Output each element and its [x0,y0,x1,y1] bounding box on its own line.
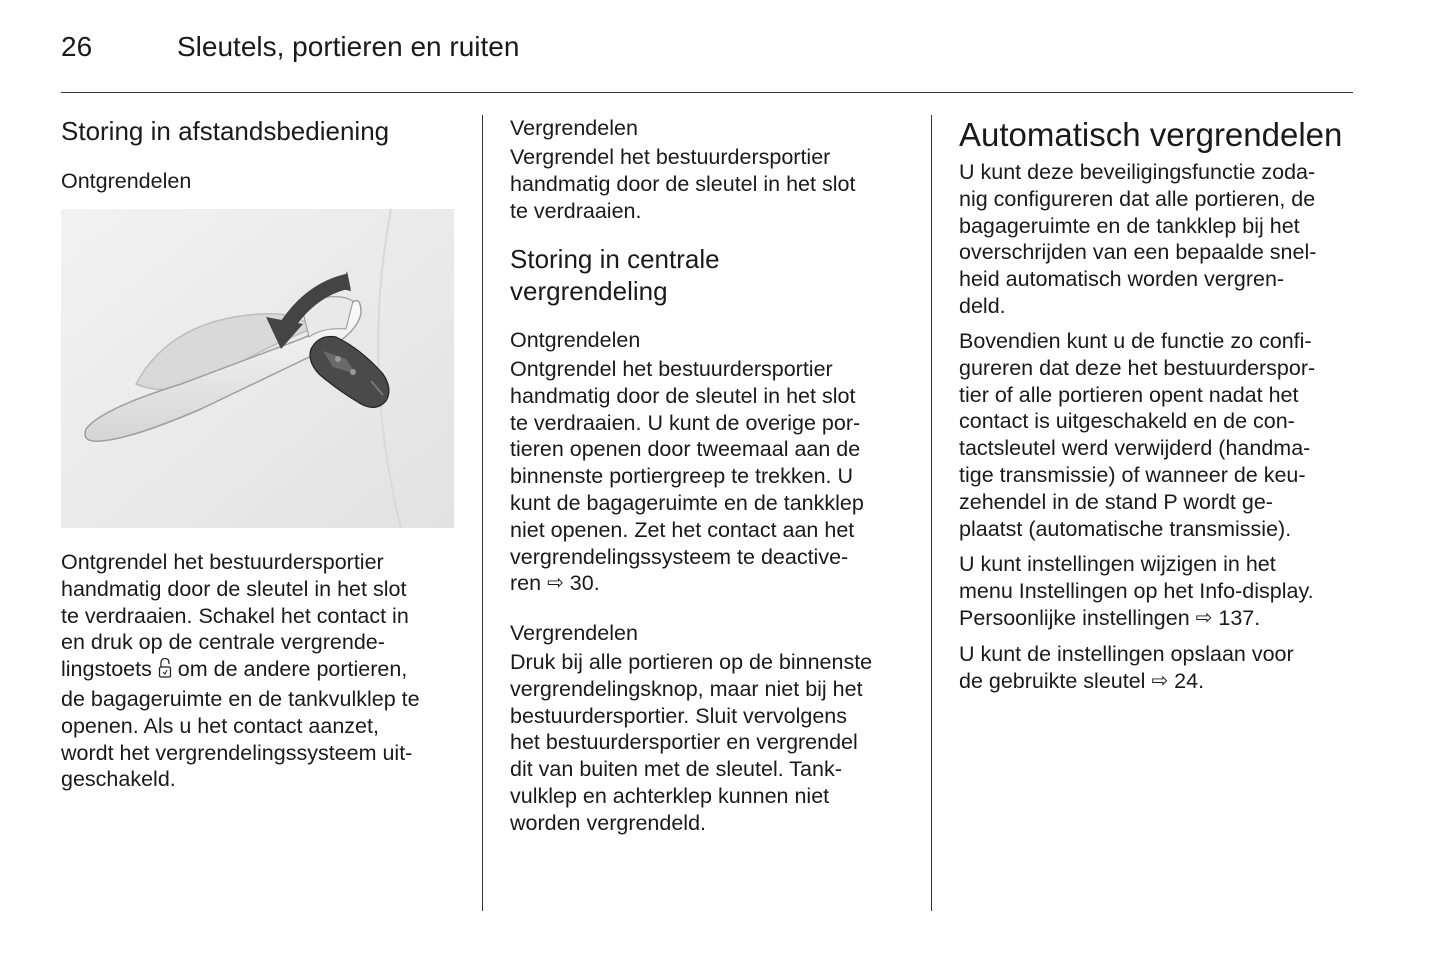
text-line: geschakeld. [61,767,176,792]
text-fragment: de gebruikte sleutel [959,668,1152,693]
text-line: U kunt deze beveiligingsfunctie zoda- [959,160,1316,184]
text-line: wordt het vergrendelingssysteem uit- [61,740,413,765]
text-line: vergrendelingssysteem te deactive- [510,544,849,569]
subheading-unlock: Ontgrendelen [61,169,192,193]
text-line: bestuurdersportier. Sluit vervolgens [510,703,848,728]
paragraph-unlock-remote [61,549,420,793]
text-line: menu Instellingen op het Info-display. [959,578,1314,603]
page-number: 26 [61,31,93,62]
text-line: vergrendelingsknop, maar niet bij het [510,676,863,701]
text-line: Vergrendel het bestuurdersportier [510,145,831,169]
text-line: contact is uitgeschakeld en de con- [959,409,1295,434]
text-fragment: lingstoets [61,657,152,682]
paragraph-lock-central [510,649,872,837]
text-line: te verdraaien. U kunt de overige por- [510,410,861,435]
text-fragment: om de andere portieren, [171,657,408,682]
text-line: gureren dat deze het bestuurderspor- [959,355,1316,380]
text-line: U kunt de instellingen opslaan voor [959,642,1294,666]
text-line: de bagageruimte en de tankvulklep te [61,686,420,711]
text-line: Ontgrendel het bestuurdersportier [510,357,833,381]
door-handle-figure [61,209,454,528]
central-lock-icon [158,657,172,686]
text-line: handmatig door de sleutel in het slot [510,171,856,196]
subheading-lock: Vergrendelen [510,116,638,140]
text-line: vulklep en achterklep kunnen niet [510,783,830,808]
text-line: te verdraaien. Schakel het contact in [61,603,409,628]
subheading-lock: Vergrendelen [510,621,638,645]
page-reference[interactable]: 24. [1168,668,1205,693]
text-line: worden vergrendeld. [510,810,707,835]
text-line: heid automatisch worden vergren- [959,267,1285,292]
text-line: plaatst (automatische transmissie). [959,516,1292,541]
text-line [959,668,1294,696]
text-line: en druk op de centrale vergrende- [61,630,385,655]
text-line: zehendel in de stand P wordt ge- [959,489,1273,514]
text-line: nig configureren dat alle portieren, de [959,186,1316,211]
text-line [510,570,864,598]
page-reference-arrow-icon: ⇨ [547,572,564,595]
section-title-central-lock-failure-line2: vergrendeling [510,276,668,306]
text-line: tige transmissie) of wanneer de keu- [959,462,1306,487]
text-line: handmatig door de sleutel in het slot [61,576,407,601]
text-line: Bovendien kunt u de functie zo confi- [959,329,1312,353]
text-line: het bestuurdersportier en vergrendel [510,730,858,755]
paragraph-auto-unlock [959,328,1315,542]
page-reference-arrow-icon: ⇨ [1151,669,1169,692]
section-title-central-lock-failure-line1: Storing in centrale [510,244,720,274]
text-fragment: ren [510,571,548,596]
subheading-unlock: Ontgrendelen [510,328,641,352]
text-line: U kunt instellingen wijzigen in het [959,552,1276,576]
page-reference-arrow-icon: ⇨ [1195,606,1213,629]
door-handle-with-key-icon [61,209,454,528]
paragraph-unlock-central [510,356,864,598]
column-divider-right [931,115,932,911]
text-line: binnenste portiergreep te trekken. U [510,464,854,489]
text-line: dit van buiten met de sleutel. Tank- [510,757,842,782]
text-line: handmatig door de sleutel in het slot [510,383,856,408]
paragraph-save-settings [959,641,1294,696]
header-divider [61,92,1353,93]
page-reference[interactable]: 30. [563,571,600,596]
section-title-automatic-locking: Automatisch vergrendelen [959,116,1343,153]
paragraph-lock-remote [510,144,855,224]
text-line: Druk bij alle portieren op de binnenste [510,650,873,674]
text-line: kunt de bagageruimte en de tankklep [510,490,864,515]
paragraph-auto-lock-speed [959,159,1316,320]
text-fragment: Persoonlijke instellingen [959,605,1196,630]
text-line [61,656,420,686]
text-line [959,605,1314,633]
text-line: niet openen. Zet het contact aan het [510,517,855,542]
text-line: openen. Als u het contact aanzet, [61,713,379,738]
text-line: tier of alle portieren opent nadat het [959,382,1299,407]
text-line: deld. [959,293,1006,318]
paragraph-settings-info-display [959,551,1314,632]
text-line: Ontgrendel het bestuurdersportier [61,550,384,574]
chapter-title: Sleutels, portieren en ruiten [177,31,520,62]
text-line: overschrijden van een bepaalde snel- [959,240,1317,265]
text-line: te verdraaien. [510,198,642,223]
section-title-remote-failure: Storing in afstandsbediening [61,116,390,146]
column-divider-left [482,115,483,911]
text-line: tieren openen door tweemaal aan de [510,437,861,462]
page-reference[interactable]: 137. [1212,605,1261,630]
text-line: bagageruimte en de tankklep bij het [959,213,1300,238]
text-line: tactsleutel werd verwijderd (handma- [959,436,1311,461]
